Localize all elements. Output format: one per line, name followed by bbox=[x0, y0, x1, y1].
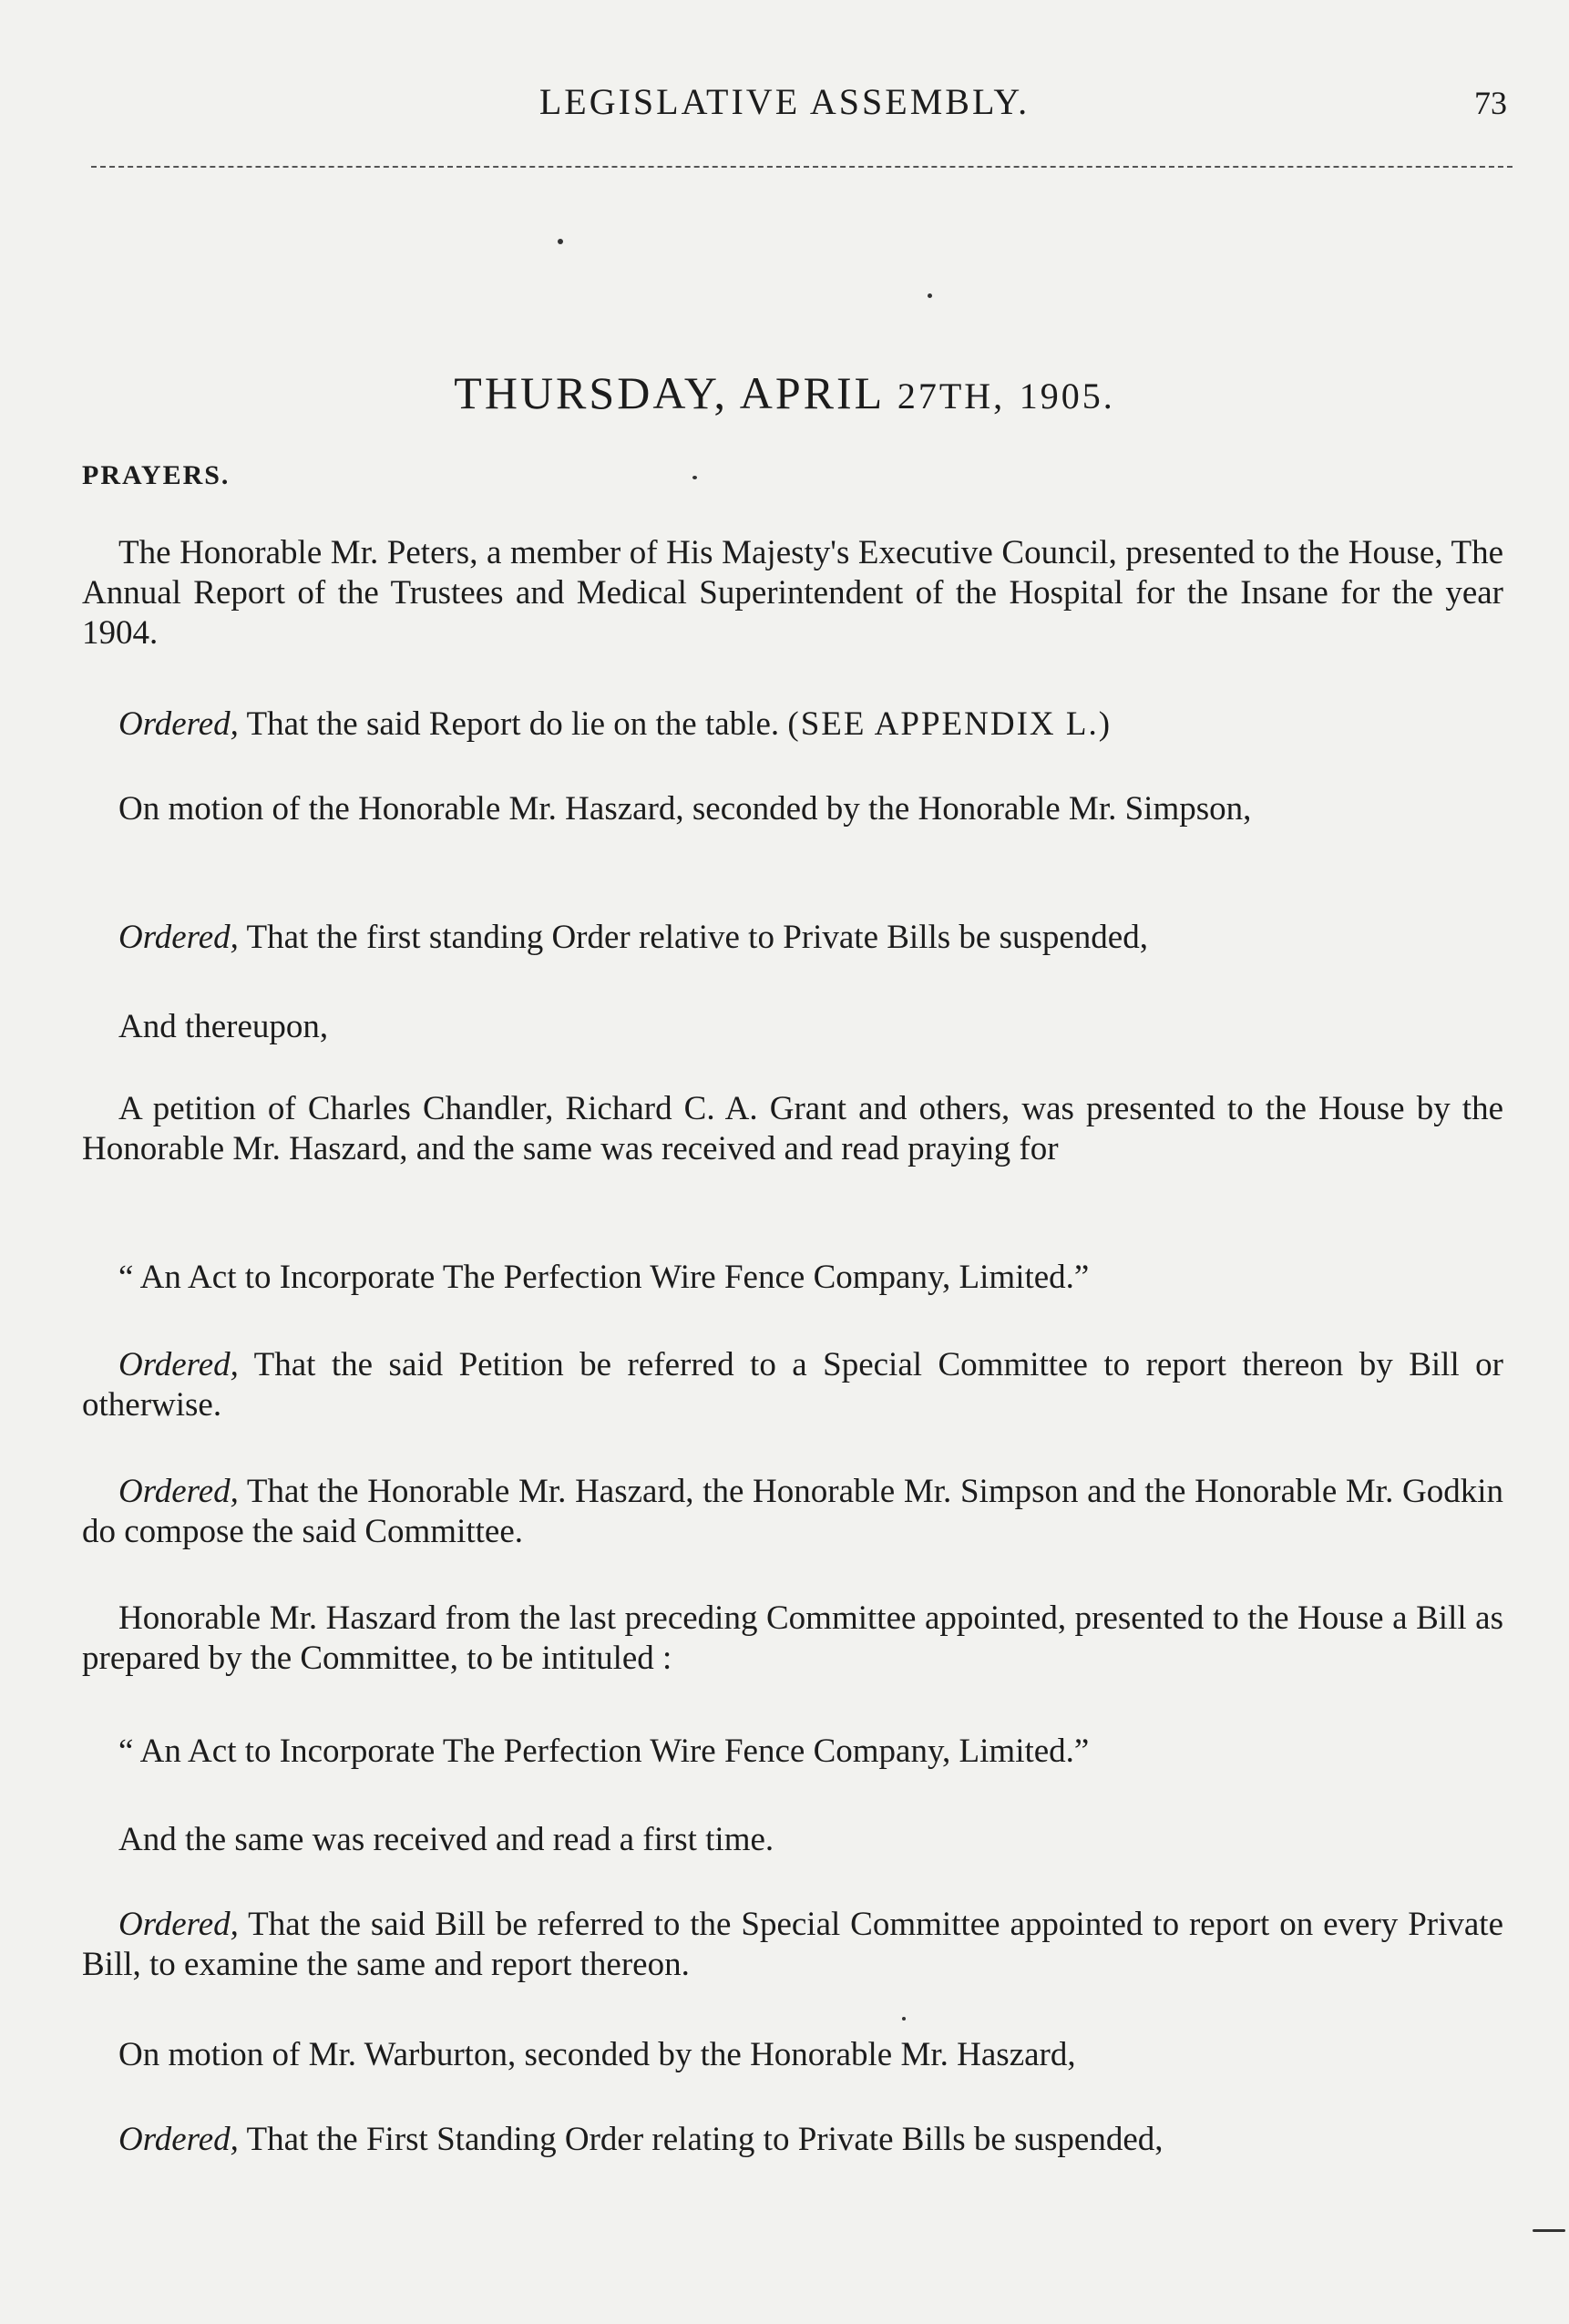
ordered-text: That the said Petition be referred to a Special Committee to report thereon by Bill or otherwise. bbox=[82, 1346, 1503, 1424]
date-year: 1905. bbox=[1019, 375, 1115, 416]
ink-speck bbox=[558, 239, 563, 244]
paragraph-petition: A petition of Charles Chandler, Richard C. A. Grant and others, was presented to the House by the Honorable Mr. Haszard, and the same was received and read praying for bbox=[82, 1090, 1503, 1167]
paragraph-thereupon: And thereupon, bbox=[118, 1008, 329, 1045]
paragraph-first-reading: And the same was received and read a first time. bbox=[118, 1821, 774, 1858]
paragraph-motion-warburton: On motion of Mr. Warburton, seconded by the Honorable Mr. Haszard, bbox=[118, 2036, 1076, 2073]
ordered-label: Ordered, bbox=[118, 2121, 239, 2158]
paragraph-motion-haszard: On motion of the Honorable Mr. Haszard, seconded by the Honorable Mr. Simpson, bbox=[118, 790, 1252, 828]
ordered-text: That the said Bill be referred to the Special Committee appointed to report on every Private Bill, to examine the same and report thereon. bbox=[82, 1906, 1503, 1983]
ordered-label: Ordered, bbox=[118, 919, 239, 956]
paragraph-petition-referred bbox=[82, 1345, 1503, 1425]
paragraph-act-title: “ An Act to Incorporate The Perfection Wire Fence Company, Limited.” bbox=[118, 1259, 1090, 1296]
paragraph-report-ordered bbox=[82, 704, 1503, 745]
header-rule bbox=[91, 166, 1513, 168]
prayers-heading: PRAYERS. bbox=[82, 460, 231, 490]
paragraph-first-standing-order bbox=[82, 2120, 1503, 2160]
running-head: LEGISLATIVE ASSEMBLY. bbox=[538, 81, 1031, 122]
paragraph-report-presented: The Honorable Mr. Peters, a member of His Majesty's Executive Council, presented to the House, The Annual Report of the Trustees and Medical Superintendent of the Hospital for the Insane for the year 1904. bbox=[82, 534, 1503, 652]
ink-speck bbox=[928, 293, 932, 298]
paragraph-bill-presented: Honorable Mr. Haszard from the last preceding Committee appointed, presented to the House a Bill as prepared by the Committee, to be intituled : bbox=[82, 1599, 1503, 1677]
page-number: 73 bbox=[1474, 85, 1507, 121]
ordered-text: That the first standing Order relative to Private Bills be suspended, bbox=[246, 919, 1148, 956]
ordered-label: Ordered, bbox=[118, 1346, 239, 1383]
ink-speck bbox=[1533, 2229, 1565, 2232]
page-header bbox=[0, 80, 1569, 135]
ordered-label: Ordered, bbox=[118, 1906, 239, 1943]
date-heading bbox=[0, 366, 1569, 419]
appendix-reference: (SEE APPENDIX L.) bbox=[787, 705, 1113, 743]
paragraph-bill-referred bbox=[82, 1905, 1503, 1985]
ordered-text: That the Honorable Mr. Haszard, the Honorable Mr. Simpson and the Honorable Mr. Godkin do compose the said Committee. bbox=[82, 1473, 1503, 1550]
ordered-text: That the said Report do lie on the table. bbox=[246, 705, 780, 743]
date-day-month: THURSDAY, APRIL bbox=[454, 367, 884, 418]
paragraph-committee-composed bbox=[82, 1472, 1503, 1552]
paragraph-bill-title: “ An Act to Incorporate The Perfection Wire Fence Company, Limited.” bbox=[118, 1733, 1090, 1770]
ink-speck bbox=[902, 2017, 906, 2021]
paragraph-standing-order-suspended bbox=[82, 918, 1503, 958]
ordered-label: Ordered, bbox=[118, 1473, 239, 1510]
ordered-label: Ordered, bbox=[118, 705, 239, 743]
ink-speck bbox=[692, 476, 697, 479]
ordered-text: That the First Standing Order relating to Private Bills be suspended, bbox=[246, 2121, 1164, 2158]
date-day: 27TH, bbox=[897, 375, 1006, 416]
